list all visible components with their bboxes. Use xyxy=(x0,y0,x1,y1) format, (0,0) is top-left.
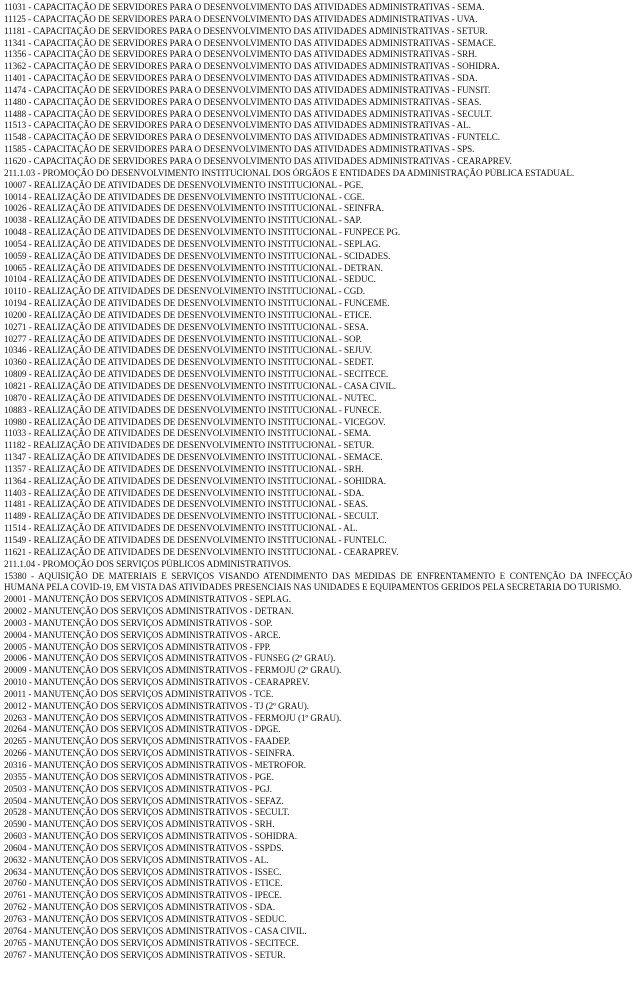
text-line: 10104 - REALIZAÇÃO DE ATIVIDADES DE DESENVOLVIMENTO INSTITUCIONAL - SEDUC. xyxy=(4,274,376,285)
text-line: 11125 - CAPACITAÇÃO DE SERVIDORES PARA O DESENVOLVIMENTO DAS ATIVIDADES ADMINISTRATIVAS - UVA. xyxy=(4,13,478,24)
text-line: 20002 - MANUTENÇÃO DOS SERVIÇOS ADMINISTRATIVOS - DETRAN. xyxy=(4,606,294,617)
text-line: 11357 - REALIZAÇÃO DE ATIVIDADES DE DESENVOLVIMENTO INSTITUCIONAL - SRH. xyxy=(4,463,364,474)
text-line: 11181 - CAPACITAÇÃO DE SERVIDORES PARA O DESENVOLVIMENTO DAS ATIVIDADES ADMINISTRATIVAS - SETUR. xyxy=(4,25,488,36)
text-line: 10014 - REALIZAÇÃO DE ATIVIDADES DE DESENVOLVIMENTO INSTITUCIONAL - CGE. xyxy=(4,191,365,202)
text-line: 20604 - MANUTENÇÃO DOS SERVIÇOS ADMINISTRATIVOS - SSPDS. xyxy=(4,842,284,853)
text-line: 10007 - REALIZAÇÃO DE ATIVIDADES DE DESENVOLVIMENTO INSTITUCIONAL - PGE. xyxy=(4,179,364,190)
text-line: 10038 - REALIZAÇÃO DE ATIVIDADES DE DESENVOLVIMENTO INSTITUCIONAL - SAP. xyxy=(4,215,362,226)
text-line: 20006 - MANUTENÇÃO DOS SERVIÇOS ADMINISTRATIVOS - FUNSEG (2º GRAU). xyxy=(4,653,336,664)
text-line: 10194 - REALIZAÇÃO DE ATIVIDADES DE DESENVOLVIMENTO INSTITUCIONAL - FUNCEME. xyxy=(4,298,390,309)
text-line: 10054 - REALIZAÇÃO DE ATIVIDADES DE DESENVOLVIMENTO INSTITUCIONAL - SEPLAG. xyxy=(4,238,381,249)
text-line: 10346 - REALIZAÇÃO DE ATIVIDADES DE DESENVOLVIMENTO INSTITUCIONAL - SEJUV. xyxy=(4,345,373,356)
text-line: 20767 - MANUTENÇÃO DOS SERVIÇOS ADMINISTRATIVOS - SETUR. xyxy=(4,949,286,960)
text-line: 11033 - REALIZAÇÃO DE ATIVIDADES DE DESENVOLVIMENTO INSTITUCIONAL - SEMA. xyxy=(4,428,371,439)
section-heading: 211.1.03 - PROMOÇÃO DO DESENVOLVIMENTO INSTITUCIONAL DOS ÓRGÃOS E ENTIDADES DA ADMINISTRAÇÃO PÚBLICA ESTADUAL. xyxy=(4,167,575,178)
section-heading: 211.1.04 - PROMOÇÃO DOS SERVIÇOS PÚBLICOS ADMINISTRATIVOS. xyxy=(4,558,291,569)
text-line: 20265 - MANUTENÇÃO DOS SERVIÇOS ADMINISTRATIVOS - FAADEP. xyxy=(4,736,291,747)
text-line: 10048 - REALIZAÇÃO DE ATIVIDADES DE DESENVOLVIMENTO INSTITUCIONAL - FUNPECE PG. xyxy=(4,227,401,238)
text-line: 11585 - CAPACITAÇÃO DE SERVIDORES PARA O DESENVOLVIMENTO DAS ATIVIDADES ADMINISTRATIVAS - SPS. xyxy=(4,144,475,155)
text-line: 11362 - CAPACITAÇÃO DE SERVIDORES PARA O DESENVOLVIMENTO DAS ATIVIDADES ADMINISTRATIVAS - SOHIDRA. xyxy=(4,61,500,72)
text-paragraph: 15380 - AQUISIÇÃO DE MATERIAIS E SERVIÇOS VISANDO ATENDIMENTO DAS MEDIDAS DE ENFRENTAMENTO E CONTENÇÃO DA INFECÇÃO HUMANA PELA COVID-19, EM VISTA DAS ATIVIDADES PRESENCIAIS NAS UNIDADES E EQUIPAMENTOS GERIDOS PELA SECRETARIA DO TURISMO. xyxy=(4,570,632,593)
text-line: 20634 - MANUTENÇÃO DOS SERVIÇOS ADMINISTRATIVOS - ISSEC. xyxy=(4,866,282,877)
text-line: 20762 - MANUTENÇÃO DOS SERVIÇOS ADMINISTRATIVOS - SDA. xyxy=(4,902,275,913)
text-line: 11401 - CAPACITAÇÃO DE SERVIDORES PARA O DESENVOLVIMENTO DAS ATIVIDADES ADMINISTRATIVAS - SDA. xyxy=(4,73,478,84)
text-line: 20760 - MANUTENÇÃO DOS SERVIÇOS ADMINISTRATIVOS - ETICE. xyxy=(4,878,283,889)
text-line: 20765 - MANUTENÇÃO DOS SERVIÇOS ADMINISTRATIVOS - SECITECE. xyxy=(4,937,299,948)
text-line: 10065 - REALIZAÇÃO DE ATIVIDADES DE DESENVOLVIMENTO INSTITUCIONAL - DETRAN. xyxy=(4,262,383,273)
text-line: 20010 - MANUTENÇÃO DOS SERVIÇOS ADMINISTRATIVOS - CEARAPREV. xyxy=(4,677,310,688)
text-line: 11481 - REALIZAÇÃO DE ATIVIDADES DE DESENVOLVIMENTO INSTITUCIONAL - SEAS. xyxy=(4,499,368,510)
text-line: 10821 - REALIZAÇÃO DE ATIVIDADES DE DESENVOLVIMENTO INSTITUCIONAL - CASA CIVIL. xyxy=(4,381,397,391)
text-line: 20264 - MANUTENÇÃO DOS SERVIÇOS ADMINISTRATIVOS - DPGE. xyxy=(4,724,281,735)
text-line: 20003 - MANUTENÇÃO DOS SERVIÇOS ADMINISTRATIVOS - SOP. xyxy=(4,617,273,628)
text-line: 20763 - MANUTENÇÃO DOS SERVIÇOS ADMINISTRATIVOS - SEDUC. xyxy=(4,913,287,924)
text-line: 20764 - MANUTENÇÃO DOS SERVIÇOS ADMINISTRATIVOS - CASA CIVIL. xyxy=(4,925,307,936)
text-line: 11513 - CAPACITAÇÃO DE SERVIDORES PARA O DESENVOLVIMENTO DAS ATIVIDADES ADMINISTRATIVAS - AL. xyxy=(4,120,471,131)
text-line: 11514 - REALIZAÇÃO DE ATIVIDADES DE DESENVOLVIMENTO INSTITUCIONAL - AL. xyxy=(4,523,358,534)
text-line: 20005 - MANUTENÇÃO DOS SERVIÇOS ADMINISTRATIVOS - FPP. xyxy=(4,641,271,652)
text-line: 20263 - MANUTENÇÃO DOS SERVIÇOS ADMINISTRATIVOS - FERMOJU (1º GRAU). xyxy=(4,712,342,723)
text-line: 11488 - CAPACITAÇÃO DE SERVIDORES PARA O DESENVOLVIMENTO DAS ATIVIDADES ADMINISTRATIVAS - SECULT. xyxy=(4,108,492,119)
text-line: 11480 - CAPACITAÇÃO DE SERVIDORES PARA O DESENVOLVIMENTO DAS ATIVIDADES ADMINISTRATIVAS - SEAS. xyxy=(4,96,482,107)
text-line: 10277 - REALIZAÇÃO DE ATIVIDADES DE DESENVOLVIMENTO INSTITUCIONAL - SOP. xyxy=(4,333,362,344)
text-line: 10200 - REALIZAÇÃO DE ATIVIDADES DE DESENVOLVIMENTO INSTITUCIONAL - ETICE. xyxy=(4,309,372,320)
text-line: 11347 - REALIZAÇÃO DE ATIVIDADES DE DESENVOLVIMENTO INSTITUCIONAL - SEMACE. xyxy=(4,452,383,463)
text-line: 10809 - REALIZAÇÃO DE ATIVIDADES DE DESENVOLVIMENTO INSTITUCIONAL - SECITECE. xyxy=(4,369,389,380)
text-line: 20503 - MANUTENÇÃO DOS SERVIÇOS ADMINISTRATIVOS - PGJ. xyxy=(4,783,272,794)
text-line: 11489 - REALIZAÇÃO DE ATIVIDADES DE DESENVOLVIMENTO INSTITUCIONAL - SECULT. xyxy=(4,511,379,522)
text-line: 10360 - REALIZAÇÃO DE ATIVIDADES DE DESENVOLVIMENTO INSTITUCIONAL - SEDET. xyxy=(4,357,374,368)
text-line: 20632 - MANUTENÇÃO DOS SERVIÇOS ADMINISTRATIVOS - AL. xyxy=(4,854,269,865)
text-line: 11474 - CAPACITAÇÃO DE SERVIDORES PARA O DESENVOLVIMENTO DAS ATIVIDADES ADMINISTRATIVAS - FUNSIT. xyxy=(4,84,491,95)
text-line: 20504 - MANUTENÇÃO DOS SERVIÇOS ADMINISTRATIVOS - SEFAZ. xyxy=(4,795,284,806)
text-line: 10883 - REALIZAÇÃO DE ATIVIDADES DE DESENVOLVIMENTO INSTITUCIONAL - FUNECE. xyxy=(4,404,382,415)
text-line: 10110 - REALIZAÇÃO DE ATIVIDADES DE DESENVOLVIMENTO INSTITUCIONAL - CGD. xyxy=(4,286,365,297)
text-line: 20001 - MANUTENÇÃO DOS SERVIÇOS ADMINISTRATIVOS - SEPLAG. xyxy=(4,594,291,605)
text-line: 11364 - REALIZAÇÃO DE ATIVIDADES DE DESENVOLVIMENTO INSTITUCIONAL - SOHIDRA. xyxy=(4,475,386,486)
text-line: 20012 - MANUTENÇÃO DOS SERVIÇOS ADMINISTRATIVOS - TJ (2º GRAU). xyxy=(4,700,309,711)
text-line: 20603 - MANUTENÇÃO DOS SERVIÇOS ADMINISTRATIVOS - SOHIDRA. xyxy=(4,831,297,842)
text-line: 10026 - REALIZAÇÃO DE ATIVIDADES DE DESENVOLVIMENTO INSTITUCIONAL - SEINFRA. xyxy=(4,203,384,214)
text-line: 10271 - REALIZAÇÃO DE ATIVIDADES DE DESENVOLVIMENTO INSTITUCIONAL - SESA. xyxy=(4,321,369,332)
text-line: 10980 - REALIZAÇÃO DE ATIVIDADES DE DESENVOLVIMENTO INSTITUCIONAL - VICEGOV. xyxy=(4,416,386,427)
text-line: 11341 - CAPACITAÇÃO DE SERVIDORES PARA O DESENVOLVIMENTO DAS ATIVIDADES ADMINISTRATIVAS - SEMACE. xyxy=(4,37,496,48)
text-line: 11031 - CAPACITAÇÃO DE SERVIDORES PARA O DESENVOLVIMENTO DAS ATIVIDADES ADMINISTRATIVAS - SEMA. xyxy=(4,2,485,12)
text-line: 20011 - MANUTENÇÃO DOS SERVIÇOS ADMINISTRATIVOS - TCE. xyxy=(4,688,274,699)
text-line: 11621 - REALIZAÇÃO DE ATIVIDADES DE DESENVOLVIMENTO INSTITUCIONAL - CEARAPREV. xyxy=(4,546,399,557)
text-line: 11356 - CAPACITAÇÃO DE SERVIDORES PARA O DESENVOLVIMENTO DAS ATIVIDADES ADMINISTRATIVAS - SRH. xyxy=(4,49,477,60)
text-line: 10059 - REALIZAÇÃO DE ATIVIDADES DE DESENVOLVIMENTO INSTITUCIONAL - SCIDADES. xyxy=(4,250,391,261)
text-line: 10870 - REALIZAÇÃO DE ATIVIDADES DE DESENVOLVIMENTO INSTITUCIONAL - NUTEC. xyxy=(4,392,377,403)
text-line: 20761 - MANUTENÇÃO DOS SERVIÇOS ADMINISTRATIVOS - IPECE. xyxy=(4,890,282,901)
text-line: 20528 - MANUTENÇÃO DOS SERVIÇOS ADMINISTRATIVOS - SECULT. xyxy=(4,807,290,818)
text-line: 11548 - CAPACITAÇÃO DE SERVIDORES PARA O DESENVOLVIMENTO DAS ATIVIDADES ADMINISTRATIVAS - FUNTELC. xyxy=(4,132,500,143)
text-line: 20266 - MANUTENÇÃO DOS SERVIÇOS ADMINISTRATIVOS - SEINFRA. xyxy=(4,748,295,759)
text-line: 20009 - MANUTENÇÃO DOS SERVIÇOS ADMINISTRATIVOS - FERMOJU (2º GRAU). xyxy=(4,665,342,676)
text-line: 20590 - MANUTENÇÃO DOS SERVIÇOS ADMINISTRATIVOS - SRH. xyxy=(4,819,275,830)
text-line: 11182 - REALIZAÇÃO DE ATIVIDADES DE DESENVOLVIMENTO INSTITUCIONAL - SETUR. xyxy=(4,440,375,451)
text-line: 11549 - REALIZAÇÃO DE ATIVIDADES DE DESENVOLVIMENTO INSTITUCIONAL - FUNTELC. xyxy=(4,534,387,545)
text-line: 20004 - MANUTENÇÃO DOS SERVIÇOS ADMINISTRATIVOS - ARCE. xyxy=(4,629,281,640)
text-line: 20316 - MANUTENÇÃO DOS SERVIÇOS ADMINISTRATIVOS - METROFOR. xyxy=(4,760,306,770)
text-line: 11403 - REALIZAÇÃO DE ATIVIDADES DE DESENVOLVIMENTO INSTITUCIONAL - SDA. xyxy=(4,487,364,498)
text-line: 20355 - MANUTENÇÃO DOS SERVIÇOS ADMINISTRATIVOS - PGE. xyxy=(4,771,274,782)
text-line: 11620 - CAPACITAÇÃO DE SERVIDORES PARA O DESENVOLVIMENTO DAS ATIVIDADES ADMINISTRATIVAS - CEARAPREV. xyxy=(4,155,512,166)
